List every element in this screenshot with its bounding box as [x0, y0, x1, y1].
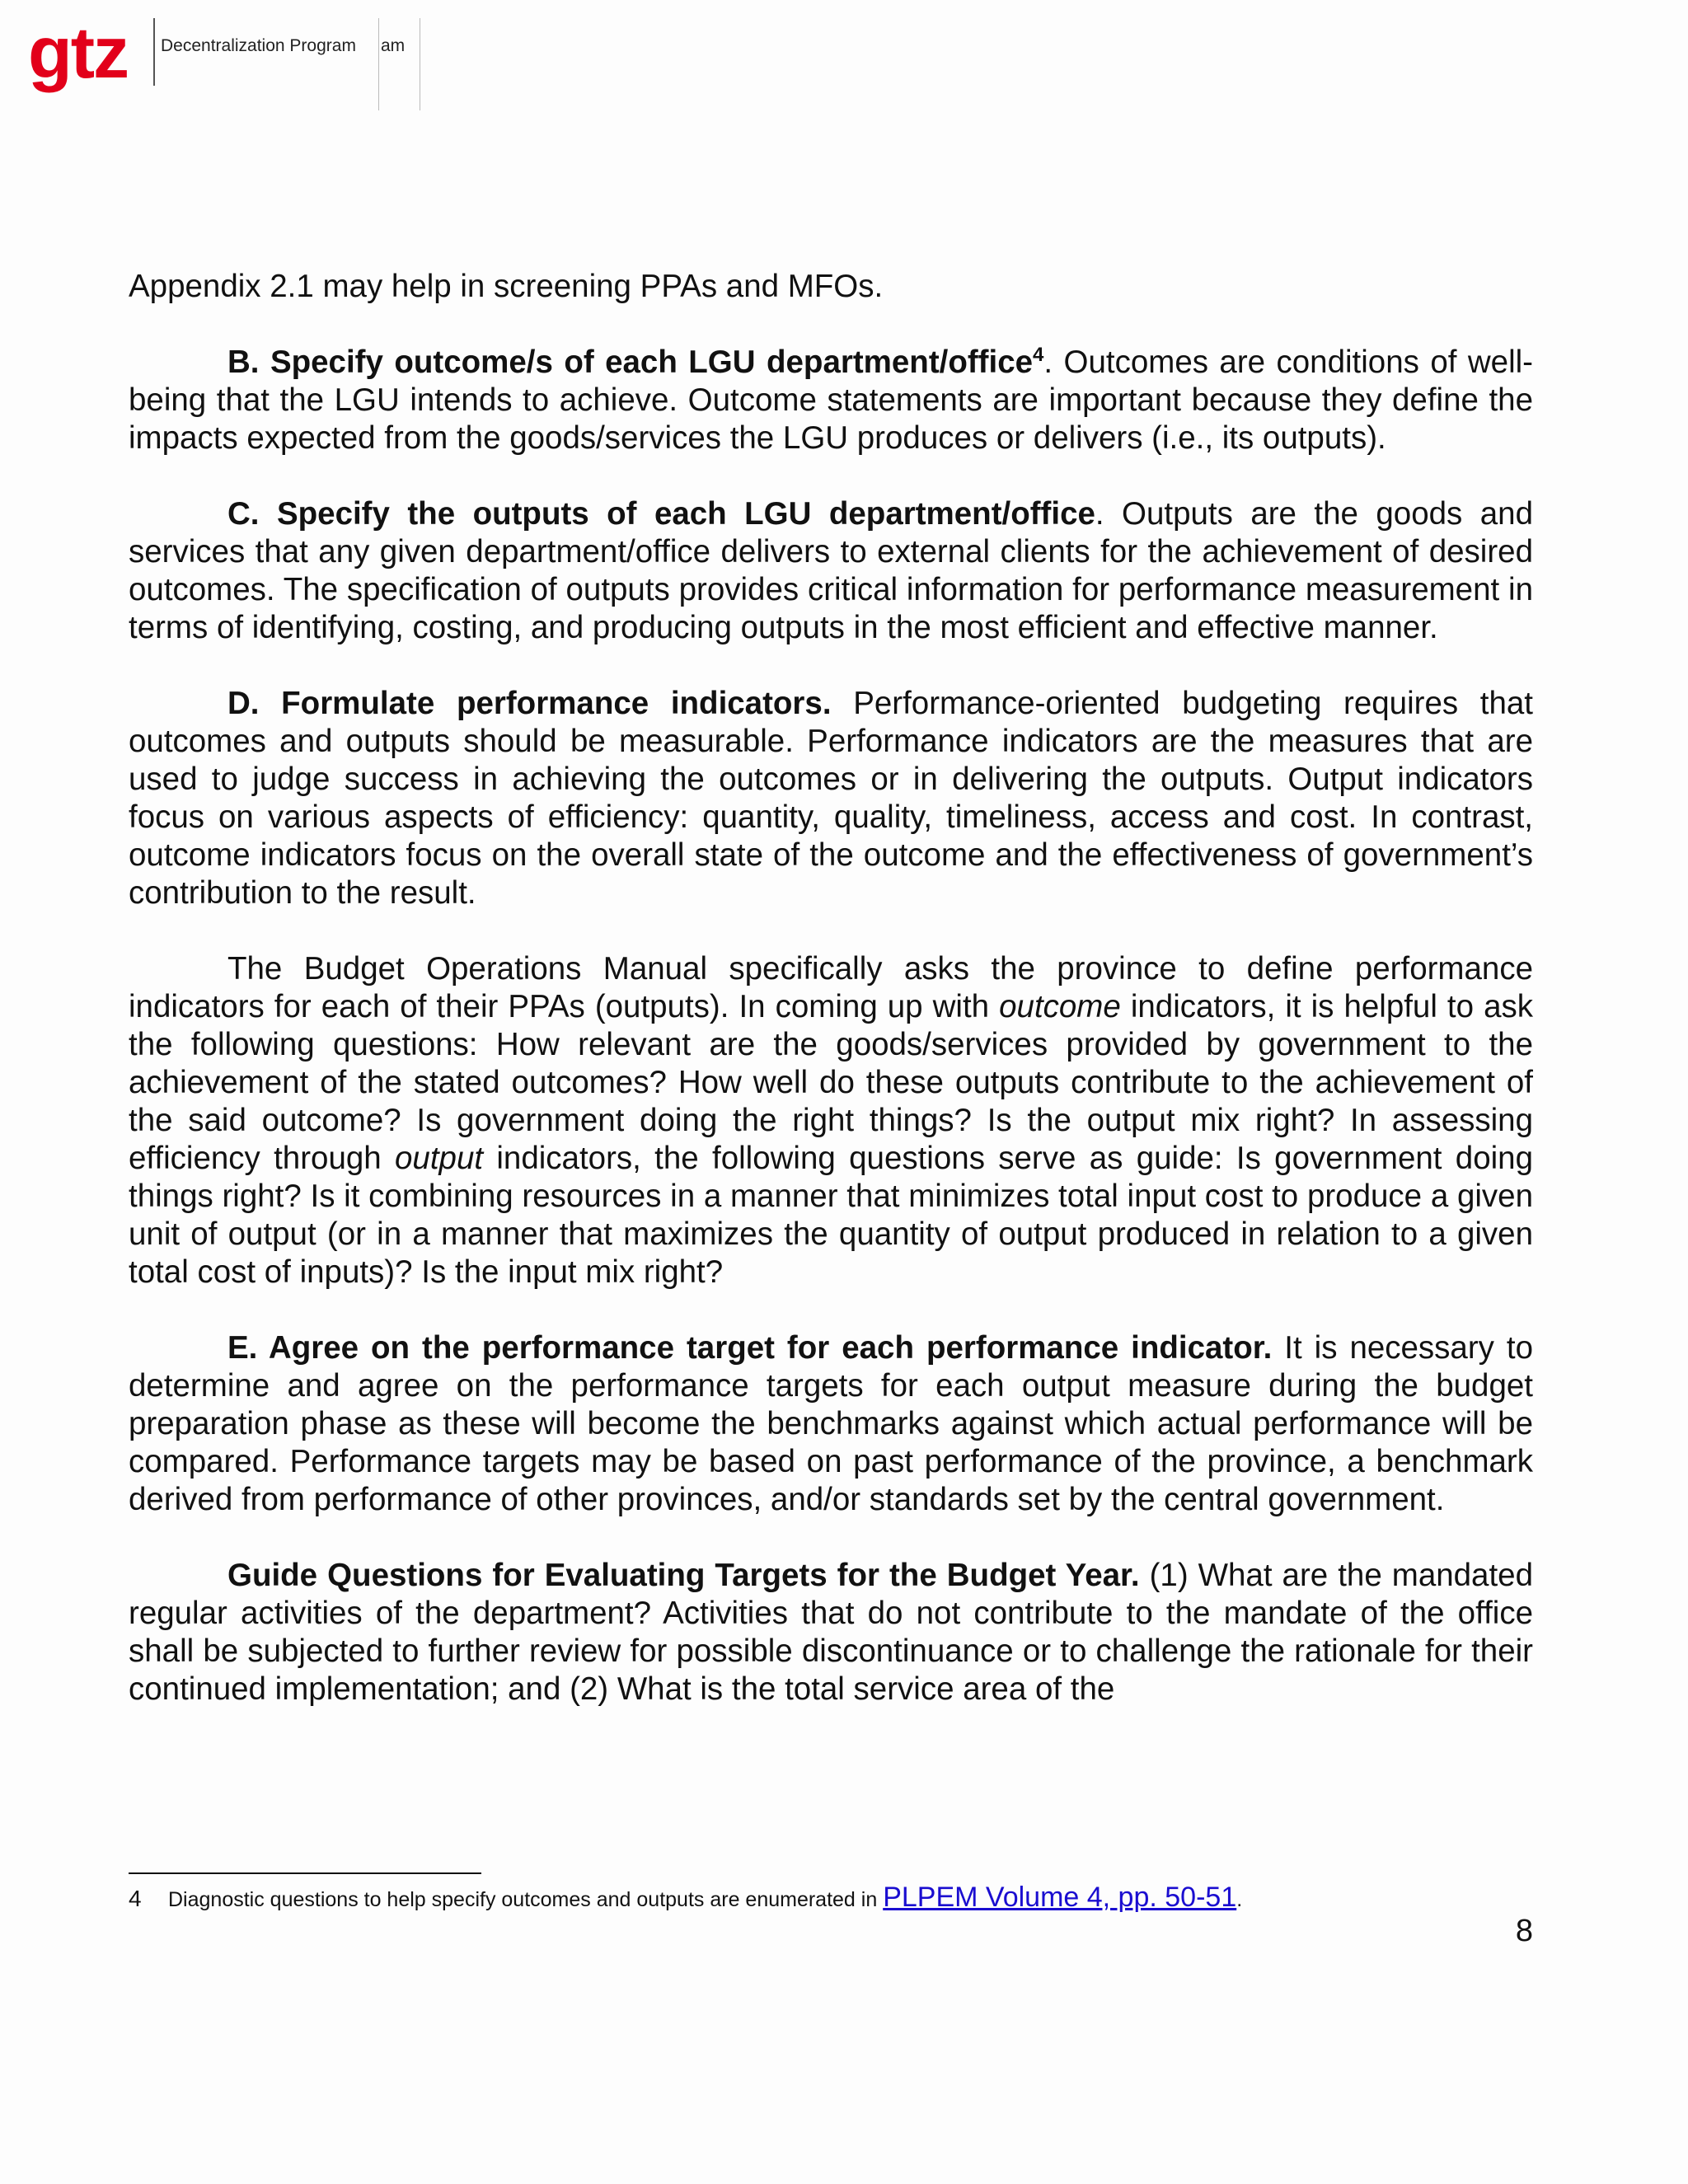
section-c-heading: C. Specify the outputs of each LGU department/office	[227, 496, 1095, 532]
document-body	[129, 268, 1533, 1708]
plpem-link[interactable]: PLPEM Volume 4, pp. 50-51	[883, 1882, 1237, 1913]
section-c	[129, 495, 1533, 647]
footnote-ref-4[interactable]: 4	[1033, 344, 1044, 367]
page-number: 8	[1515, 1914, 1533, 1948]
header-box-left-edge	[378, 18, 379, 110]
section-e-text: It is necessary to determine and agree on the performance targets for each output measure during the budget preparation phase as these will become the benchmarks against which actual performance will be compared. Performance targets may be based on past performance of the province, a benchmark derived from performance of other provinces, and/or standards set by the central government.	[129, 1330, 1534, 1517]
manual-italic-output: output	[395, 1141, 484, 1176]
manual-text-1: The Budget Operations Manual specifically asks the province to define performance indicators for each of their PPAs (outputs). In coming up with	[129, 951, 1533, 1024]
manual-text-3: indicators, the following questions serve as guide: Is government doing things right? Is it combining resources in a manner that minimizes total input cost to produce a given unit of output (or in a manner that maximizes the quantity of output produced in relation to a given total cost of inputs)? Is the input mix right?	[129, 1141, 1534, 1290]
gtz-logo: gtz	[28, 12, 129, 93]
section-e-heading: E. Agree on the performance target for each performance indicator.	[227, 1330, 1273, 1366]
page-header	[0, 0, 1688, 124]
footnote-number: 4	[129, 1886, 142, 1911]
section-b-text: . Outcomes are conditions of well-being that the LGU intends to achieve. Outcome statements are important because they define the impacts expected from the goods/services the LGU produces or delivers (i.e., its outputs).	[129, 344, 1534, 456]
footnote-end: .	[1236, 1888, 1243, 1911]
footnote-text: Diagnostic questions to help specify outcomes and outputs are enumerated in	[168, 1888, 884, 1911]
manual-text-2: indicators, it is helpful to ask the following questions: How relevant are the goods/services provided by government to the achievement of the stated outcomes? How well do these outputs contribute to the achievement of the said outcome? Is government doing the right things? Is the output mix right? In assessing efficiency through	[129, 989, 1533, 1176]
section-c-text: . Outputs are the goods and services that any given department/office delivers to external clients for the achievement of desired outcomes. The specification of outputs provides critical information for performance measurement in terms of identifying, costing, and producing outputs in the most efficient and effective manner.	[129, 496, 1533, 645]
section-e	[129, 1329, 1533, 1519]
footnote-separator	[129, 1872, 481, 1874]
manual-italic-outcome: outcome	[999, 989, 1121, 1024]
section-d-text: Performance-oriented budgeting requires that outcomes and outputs should be measurable. Performance indicators are the measures that are used to judge success in achieving the outcomes or in delivering the outputs. Output indicators focus on various aspects of efficiency: quantity, quality, timeliness, access and cost. In contrast, outcome indicators focus on the overall state of the outcome and the effectiveness of government’s contribution to the result.	[129, 686, 1534, 911]
paragraph-appendix-text: Appendix 2.1 may help in screening PPAs and MFOs.	[129, 269, 884, 304]
paragraph-appendix	[129, 268, 1533, 306]
section-b	[129, 344, 1533, 457]
guide-questions-heading: Guide Questions for Evaluating Targets for the Budget Year.	[227, 1558, 1140, 1593]
paragraph-budget-manual	[129, 950, 1533, 1291]
guide-questions	[129, 1557, 1533, 1708]
footnote	[129, 1881, 1533, 1916]
header-divider	[153, 18, 155, 86]
section-d	[129, 685, 1533, 912]
guide-questions-text: (1) What are the mandated regular activities of the department? Activities that do not contribute to the mandate of the office shall be subjected to further review for possible discontinuance or to challenge the rationale for their continued implementation; and (2) What is the total service area of the	[129, 1558, 1533, 1707]
section-b-heading: B. Specify outcome/s of each LGU department/office	[227, 344, 1034, 380]
section-d-heading: D. Formulate performance indicators.	[227, 686, 832, 721]
program-name: Decentralization Program	[161, 36, 356, 55]
program-name-fragment: am	[381, 36, 406, 55]
